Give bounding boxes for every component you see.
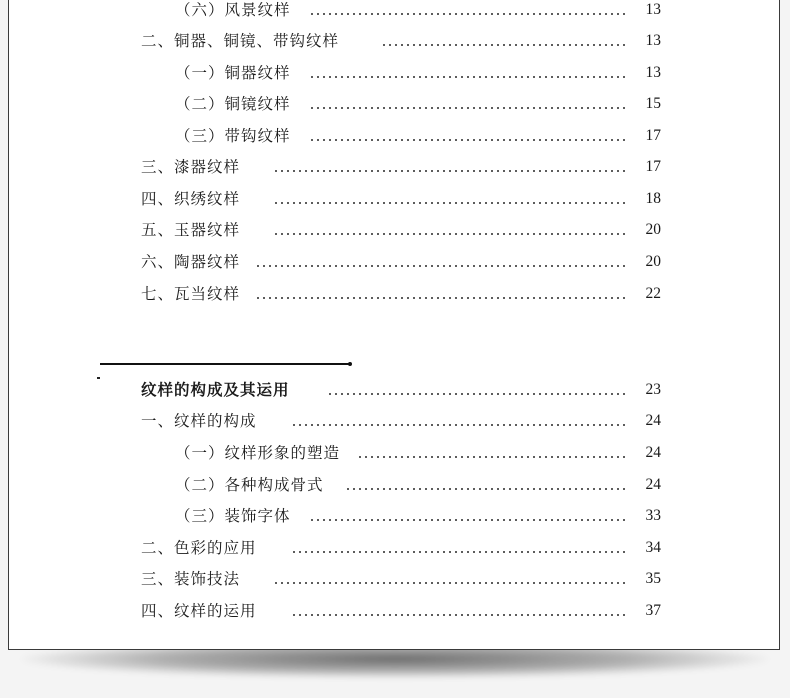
- toc-entry-label: （二）各种构成骨式: [175, 471, 332, 499]
- toc-entry[interactable]: [9, 565, 779, 593]
- toc-entry[interactable]: [9, 534, 779, 562]
- toc-entry-label: （一）纹样形象的塑造: [175, 439, 348, 467]
- toc-entry-label: （六）风景纹样: [175, 0, 299, 24]
- toc-entry[interactable]: [9, 280, 779, 308]
- dot-leader: [289, 424, 627, 426]
- toc-entry[interactable]: [9, 439, 779, 467]
- toc-entry[interactable]: [9, 471, 779, 499]
- toc-entry[interactable]: [9, 90, 779, 118]
- dot-leader: [271, 202, 627, 204]
- toc-entry-label: （二）铜镜纹样: [175, 90, 299, 118]
- toc-entry[interactable]: [9, 122, 779, 150]
- toc-entry-label: 二、色彩的应用: [141, 534, 265, 562]
- toc-entry[interactable]: [9, 502, 779, 530]
- toc-entry-page: 13: [645, 64, 661, 81]
- toc-entry-page: 17: [645, 158, 661, 175]
- toc-entry-label: 二、铜器、铜镜、带钩纹样: [141, 27, 347, 55]
- dot-leader: [253, 297, 627, 299]
- chapter-divider-rule: [100, 363, 349, 365]
- dot-leader: [271, 170, 627, 172]
- toc-entry-page: 17: [645, 127, 661, 144]
- toc-entry-label: 三、漆器纹样: [141, 153, 248, 181]
- dot-leader: [309, 13, 627, 15]
- toc-entry-label: 五、玉器纹样: [141, 216, 248, 244]
- toc-entry-page: 24: [645, 476, 661, 493]
- dot-leader: [253, 265, 627, 267]
- dot-leader: [343, 488, 627, 490]
- toc-entry-page: 20: [645, 221, 661, 238]
- toc-entry[interactable]: [9, 153, 779, 181]
- toc-entry-label: 一、纹样的构成: [141, 407, 265, 435]
- toc-entry[interactable]: [9, 248, 779, 276]
- toc-entry-page: 24: [645, 444, 661, 461]
- toc-entry-page: 37: [645, 602, 661, 619]
- dot-leader: [309, 519, 627, 521]
- toc-entry[interactable]: [9, 407, 779, 435]
- dot-leader: [381, 44, 627, 46]
- toc-entry-label: 七、瓦当纹样: [141, 280, 248, 308]
- toc-entry-label: （三）带钩纹样: [175, 122, 299, 150]
- toc-chapter-heading[interactable]: [9, 376, 779, 404]
- toc-entry-page: 13: [645, 1, 661, 18]
- toc-entry-label: 四、织绣纹样: [141, 185, 248, 213]
- dot-leader: [325, 393, 627, 395]
- toc-entry-label: 四、纹样的运用: [141, 597, 265, 625]
- toc-entry-label: （三）装饰字体: [175, 502, 299, 530]
- toc-entry-page: 35: [645, 570, 661, 587]
- toc-entry-page: 23: [645, 381, 661, 398]
- dot-leader: [309, 139, 627, 141]
- toc-entry-label: 纹样的构成及其运用: [141, 376, 298, 404]
- toc-entry-page: 13: [645, 32, 661, 49]
- toc-entry-page: 15: [645, 95, 661, 112]
- toc-entry[interactable]: [9, 59, 779, 87]
- toc-entry-page: 22: [645, 285, 661, 302]
- dot-leader: [289, 614, 627, 616]
- dot-leader: [359, 456, 627, 458]
- toc-entry-page: 20: [645, 253, 661, 270]
- dot-leader: [271, 582, 627, 584]
- toc-entry-page: 24: [645, 412, 661, 429]
- toc-entry-page: 33: [645, 507, 661, 524]
- toc-entry-page: 34: [645, 539, 661, 556]
- toc-entry-label: 六、陶器纹样: [141, 248, 248, 276]
- dot-leader: [289, 551, 627, 553]
- toc-entry-label: （一）铜器纹样: [175, 59, 299, 87]
- toc-entry[interactable]: [9, 0, 779, 24]
- dot-leader: [309, 107, 627, 109]
- toc-entry[interactable]: [9, 27, 779, 55]
- dot-leader: [271, 233, 627, 235]
- toc-entry-page: 18: [645, 190, 661, 207]
- dot-leader: [309, 76, 627, 78]
- toc-entry-label: 三、装饰技法: [141, 565, 248, 593]
- toc-entry[interactable]: [9, 185, 779, 213]
- book-page: [8, 0, 780, 650]
- table-of-contents: [9, 0, 779, 649]
- toc-entry[interactable]: [9, 216, 779, 244]
- toc-entry[interactable]: [9, 597, 779, 625]
